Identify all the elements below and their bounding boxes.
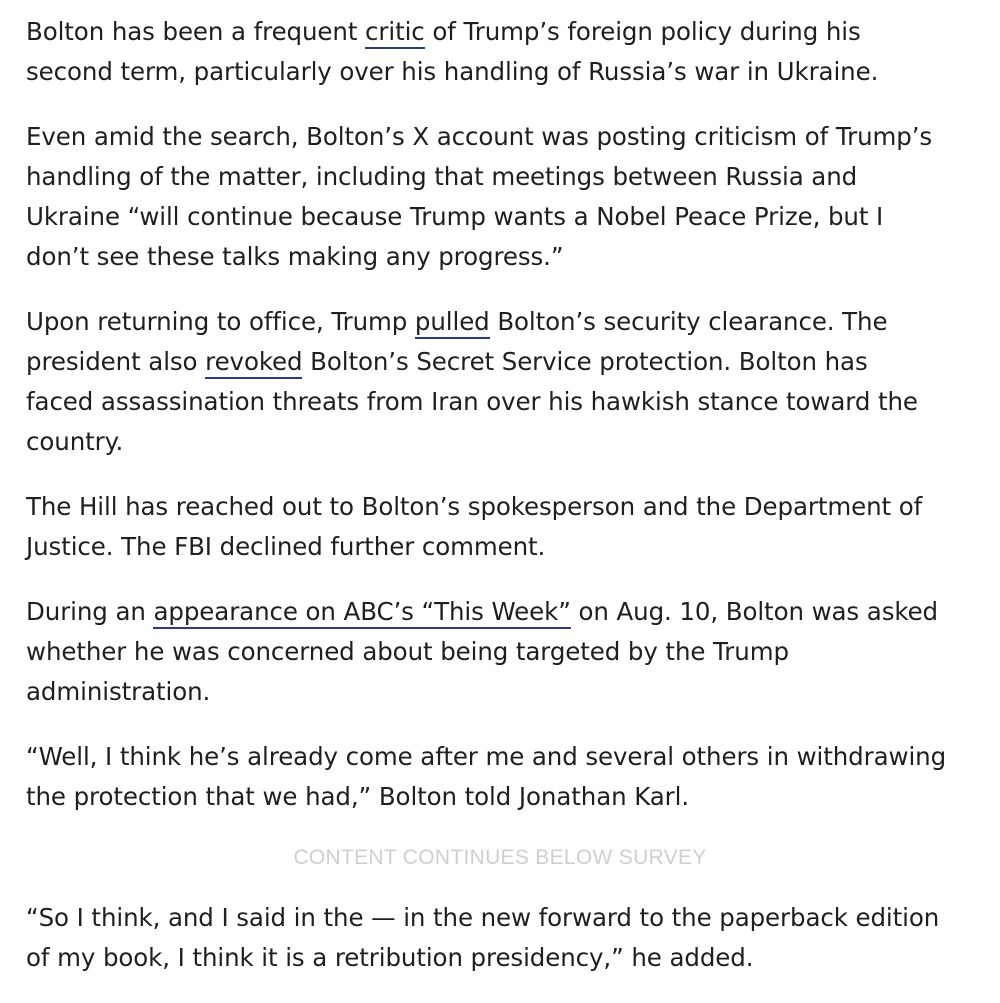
pulled-link[interactable]: pulled: [415, 307, 490, 339]
paragraph-5: [26, 592, 981, 712]
paragraph-line: [26, 592, 981, 632]
paragraph-line: “So I think, and I said in the — in the new forward to the paperback edition: [26, 903, 940, 932]
text: of Trump’s foreign policy during his: [424, 17, 861, 46]
paragraph-line: [26, 342, 981, 382]
paragraph-4: [26, 487, 981, 567]
text: president also: [26, 347, 206, 376]
paragraph-line: don’t see these talks making any progress.”: [26, 242, 564, 271]
paragraph-line: faced assassination threats from Iran over his hawkish stance toward the: [26, 387, 918, 416]
article-body: [26, 12, 981, 1003]
text: Upon returning to office, Trump: [26, 307, 415, 336]
text: Bolton has been a frequent: [26, 17, 366, 46]
abc-this-week-link[interactable]: appearance on ABC’s “This Week”: [153, 597, 570, 629]
paragraph-7: [26, 898, 981, 978]
text: Bolton’s Secret Service protection. Bolton has: [302, 347, 868, 376]
text: Bolton’s security clearance. The: [489, 307, 888, 336]
critic-link[interactable]: critic: [365, 17, 425, 49]
paragraph-line: [26, 12, 981, 52]
paragraph-line: of my book, I think it is a retribution presidency,” he added.: [26, 943, 754, 972]
paragraph-line: whether he was concerned about being targeted by the Trump: [26, 637, 789, 666]
paragraph-line: The Hill has reached out to Bolton’s spokesperson and the Department of: [26, 492, 923, 521]
paragraph-line: the protection that we had,” Bolton told Jonathan Karl.: [26, 782, 690, 811]
paragraph-3: [26, 302, 981, 462]
paragraph-line: handling of the matter, including that meetings between Russia and: [26, 162, 858, 191]
paragraph-line: second term, particularly over his handling of Russia’s war in Ukraine.: [26, 57, 879, 86]
paragraph-line: “Well, I think he’s already come after me and several others in withdrawing: [26, 742, 947, 771]
paragraph-line: Justice. The FBI declined further comment.: [26, 532, 546, 561]
paragraph-6: [26, 737, 981, 817]
text: on Aug. 10, Bolton was asked: [570, 597, 938, 626]
paragraph-line: [26, 302, 981, 342]
paragraph-line: Ukraine “will continue because Trump wants a Nobel Peace Prize, but I: [26, 202, 884, 231]
paragraph-1: [26, 12, 981, 92]
survey-notice: CONTENT CONTINUES BELOW SURVEY: [293, 846, 707, 869]
revoked-link[interactable]: revoked: [205, 347, 302, 379]
text: During an: [26, 597, 154, 626]
paragraph-line: country.: [26, 427, 124, 456]
paragraph-2: [26, 117, 981, 277]
paragraph-line: Even amid the search, Bolton’s X account was posting criticism of Trump’s: [26, 122, 933, 151]
paragraph-line: administration.: [26, 677, 211, 706]
